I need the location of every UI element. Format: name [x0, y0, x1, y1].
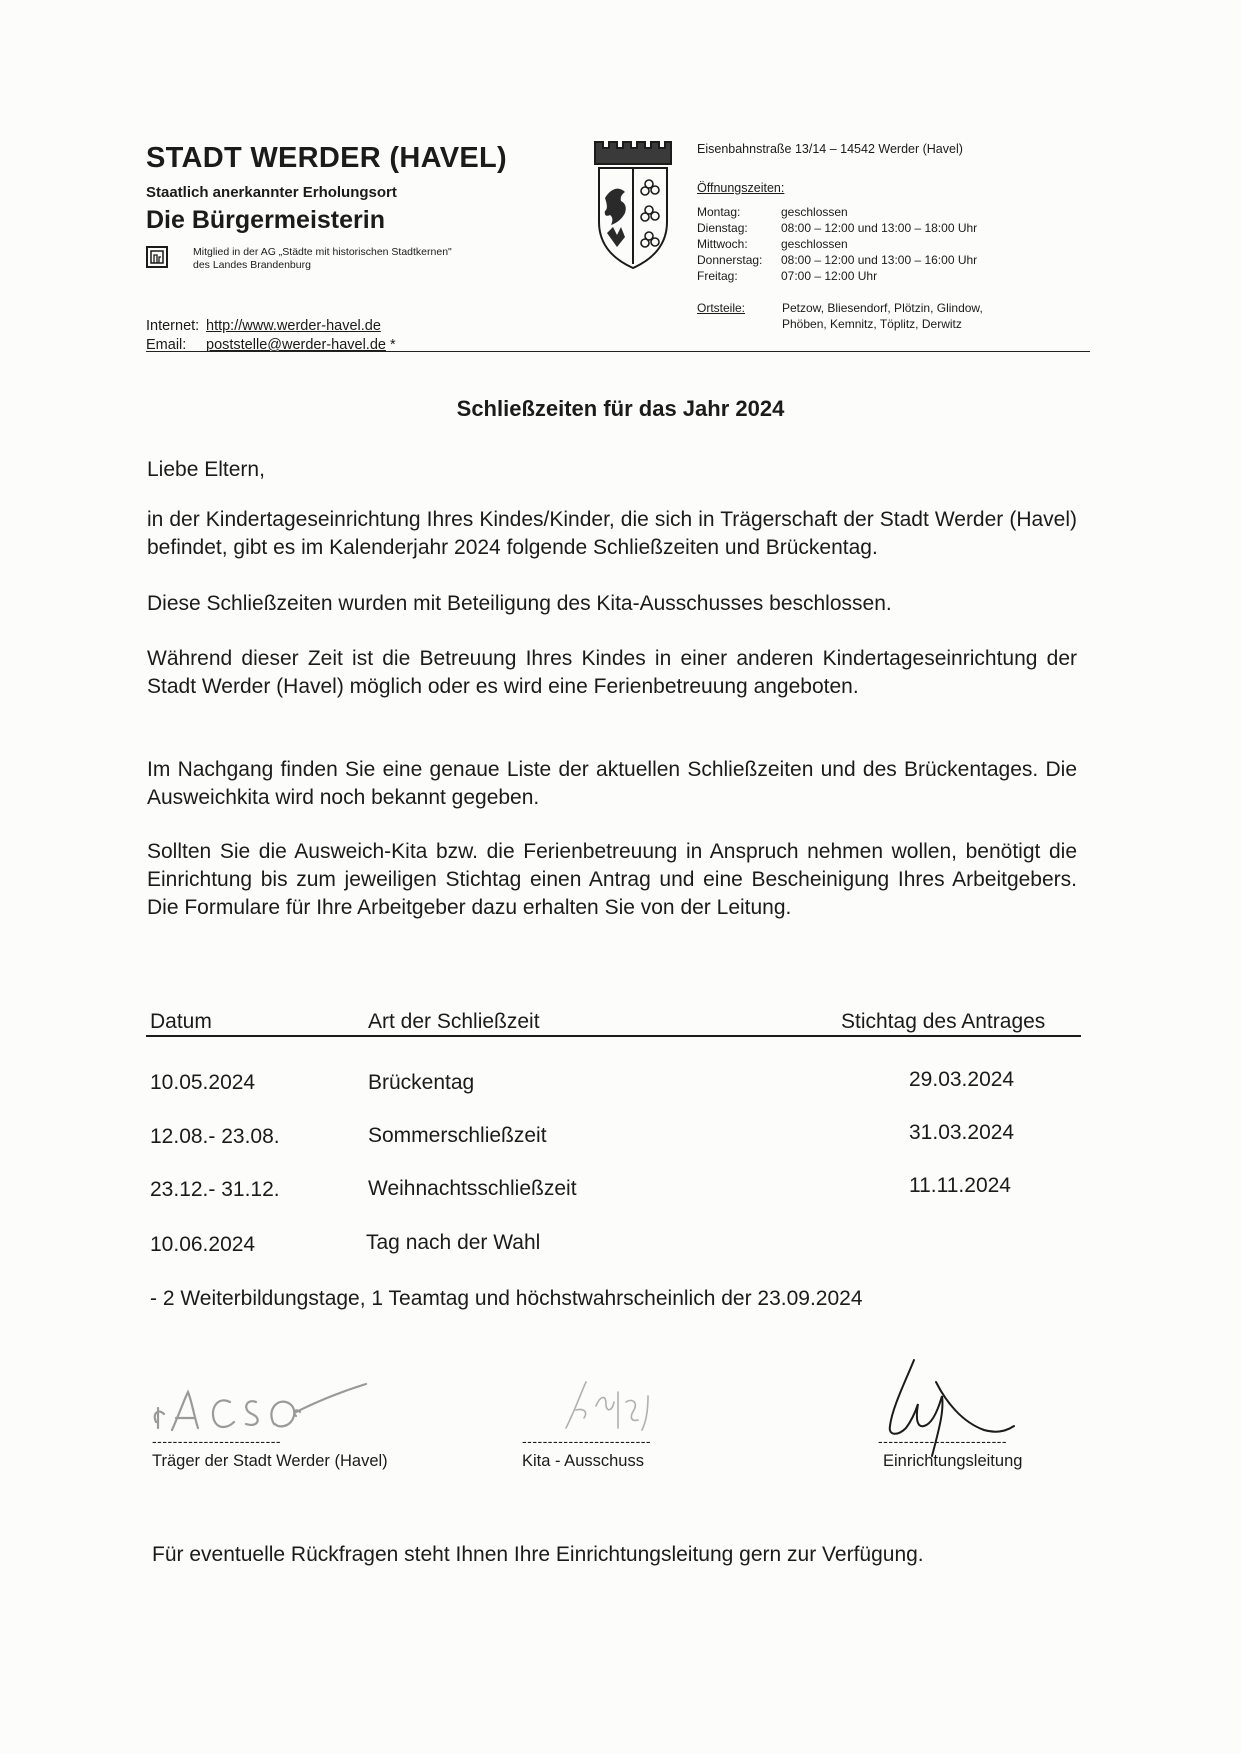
signature-label-kita: Kita - Ausschuss	[522, 1452, 644, 1470]
signature-label-leitung: Einrichtungsleitung	[883, 1452, 1023, 1470]
signature-label-traeger: Träger der Stadt Werder (Havel)	[152, 1452, 388, 1470]
hours-time: 08:00 – 12:00 und 13:00 – 18:00 Uhr	[781, 221, 978, 235]
org-subtitle: Staatlich anerkannter Erholungsort	[146, 184, 397, 201]
districts-list	[782, 300, 1032, 332]
email-link[interactable]: poststelle@werder-havel.de	[206, 337, 386, 353]
hours-day: Freitag:	[697, 269, 738, 283]
paragraph-4: Sollten Sie die Ausweich-Kita bzw. die Ferienbetreuung in Anspruch nehmen wollen, benötigt die Einrichtung bis zum jeweiligen Stichtag einen Antrag und eine Bescheinigung Ihres Arbeitgebers. Die Formulare für Ihre Arbeitgeber dazu erhalten Sie von der Leitung.	[147, 840, 1077, 919]
letterhead-divider	[146, 351, 1090, 352]
internet-row	[146, 318, 381, 334]
districts	[697, 300, 1032, 332]
row-type: Tag nach der Wahl	[366, 1231, 541, 1254]
hours-row	[697, 204, 977, 220]
membership-note	[193, 246, 493, 272]
signature-line-leitung: -------------------------	[878, 1433, 1008, 1449]
paragraph-1b: Diese Schließzeiten wurden mit Beteiligung des Kita-Ausschusses beschlossen.	[147, 592, 892, 615]
closures-note: - 2 Weiterbildungstage, 1 Teamtag und höchstwahrscheinlich der 23.09.2024	[150, 1287, 863, 1310]
hours-time: geschlossen	[781, 205, 848, 219]
header-date: Datum	[150, 1010, 212, 1033]
org-name: STADT WERDER (HAVEL)	[146, 142, 507, 174]
email-suffix: *	[385, 337, 396, 353]
row-date: 10.05.2024	[150, 1071, 256, 1094]
hours-row	[697, 252, 977, 268]
row-deadline: 31.03.2024	[909, 1121, 1015, 1144]
hours-time: 07:00 – 12:00 Uhr	[781, 269, 878, 283]
historic-town-logo-icon	[146, 246, 168, 268]
hours-day: Dienstag:	[697, 221, 748, 235]
paragraph-3: Im Nachgang finden Sie eine genaue Liste der aktuellen Schließzeiten und des Brückentages. Die Ausweichkita wird noch bekannt gegeben.	[147, 758, 1077, 809]
address: Eisenbahnstraße 13/14 – 14542 Werder (Havel)	[697, 142, 963, 156]
hours-day: Mittwoch:	[697, 237, 748, 251]
hours-row	[697, 236, 977, 252]
membership-line-2: des Landes Brandenburg	[193, 259, 311, 271]
document-title: Schließzeiten für das Jahr 2024	[456, 396, 785, 421]
signature-line-traeger: -------------------------	[152, 1433, 282, 1449]
row-deadline: 11.11.2024	[909, 1174, 1011, 1197]
membership-line-1: Mitglied in der AG „Städte mit historischen Stadtkernen"	[193, 246, 452, 258]
row-date: 12.08.- 23.08.	[150, 1125, 280, 1148]
hours-time: 08:00 – 12:00 und 13:00 – 16:00 Uhr	[781, 253, 978, 267]
table-header-rule	[146, 1035, 1081, 1037]
signature-line-kita: -------------------------	[522, 1433, 652, 1449]
hours-time: geschlossen	[781, 237, 848, 251]
hours-title: Öffnungszeiten:	[697, 181, 785, 195]
row-type: Sommerschließzeit	[368, 1124, 547, 1147]
paragraph-2: Während dieser Zeit ist die Betreuung Ihres Kindes in einer anderen Kindertageseinrichtung der Stadt Werder (Havel) möglich oder es wird eine Ferienbetreuung angeboten.	[147, 647, 1077, 698]
salutation: Liebe Eltern,	[147, 458, 265, 481]
header-deadline: Stichtag des Antrages	[841, 1010, 1046, 1033]
signature-kita-ausschuss-icon	[556, 1372, 676, 1434]
row-type: Brückentag	[368, 1071, 475, 1094]
row-type: Weihnachtsschließzeit	[368, 1177, 577, 1200]
city-crest-icon	[591, 138, 675, 274]
signature-traeger-icon	[146, 1372, 376, 1442]
hours-day: Montag:	[697, 205, 741, 219]
hours-day: Donnerstag:	[697, 253, 763, 267]
districts-label: Ortsteile:	[697, 301, 746, 315]
email-label: Email:	[146, 337, 187, 353]
districts-line-2: Phöben, Kemnitz, Töplitz, Derwitz	[782, 317, 962, 331]
row-date: 10.06.2024	[150, 1233, 256, 1256]
hours-row	[697, 268, 977, 284]
office-title: Die Bürgermeisterin	[146, 206, 385, 234]
row-deadline: 29.03.2024	[909, 1068, 1015, 1091]
paragraph-1: in der Kindertageseinrichtung Ihres Kindes/Kinder, die sich in Trägerschaft der Stadt Werder (Havel) befindet, gibt es im Kalenderjahr 2024 folgende Schließzeiten und Brückentag.	[147, 508, 1077, 559]
hours-row	[697, 220, 977, 236]
districts-line-1: Petzow, Bliesendorf, Plötzin, Glindow,	[782, 301, 983, 315]
internet-link[interactable]: http://www.werder-havel.de	[206, 318, 381, 334]
internet-label: Internet:	[146, 318, 200, 334]
opening-hours-table	[697, 204, 977, 284]
header-type: Art der Schließzeit	[368, 1010, 540, 1033]
footer-contact-note: Für eventuelle Rückfragen steht Ihnen Ihre Einrichtungsleitung gern zur Verfügung.	[152, 1543, 924, 1566]
row-date: 23.12.- 31.12.	[150, 1178, 280, 1201]
